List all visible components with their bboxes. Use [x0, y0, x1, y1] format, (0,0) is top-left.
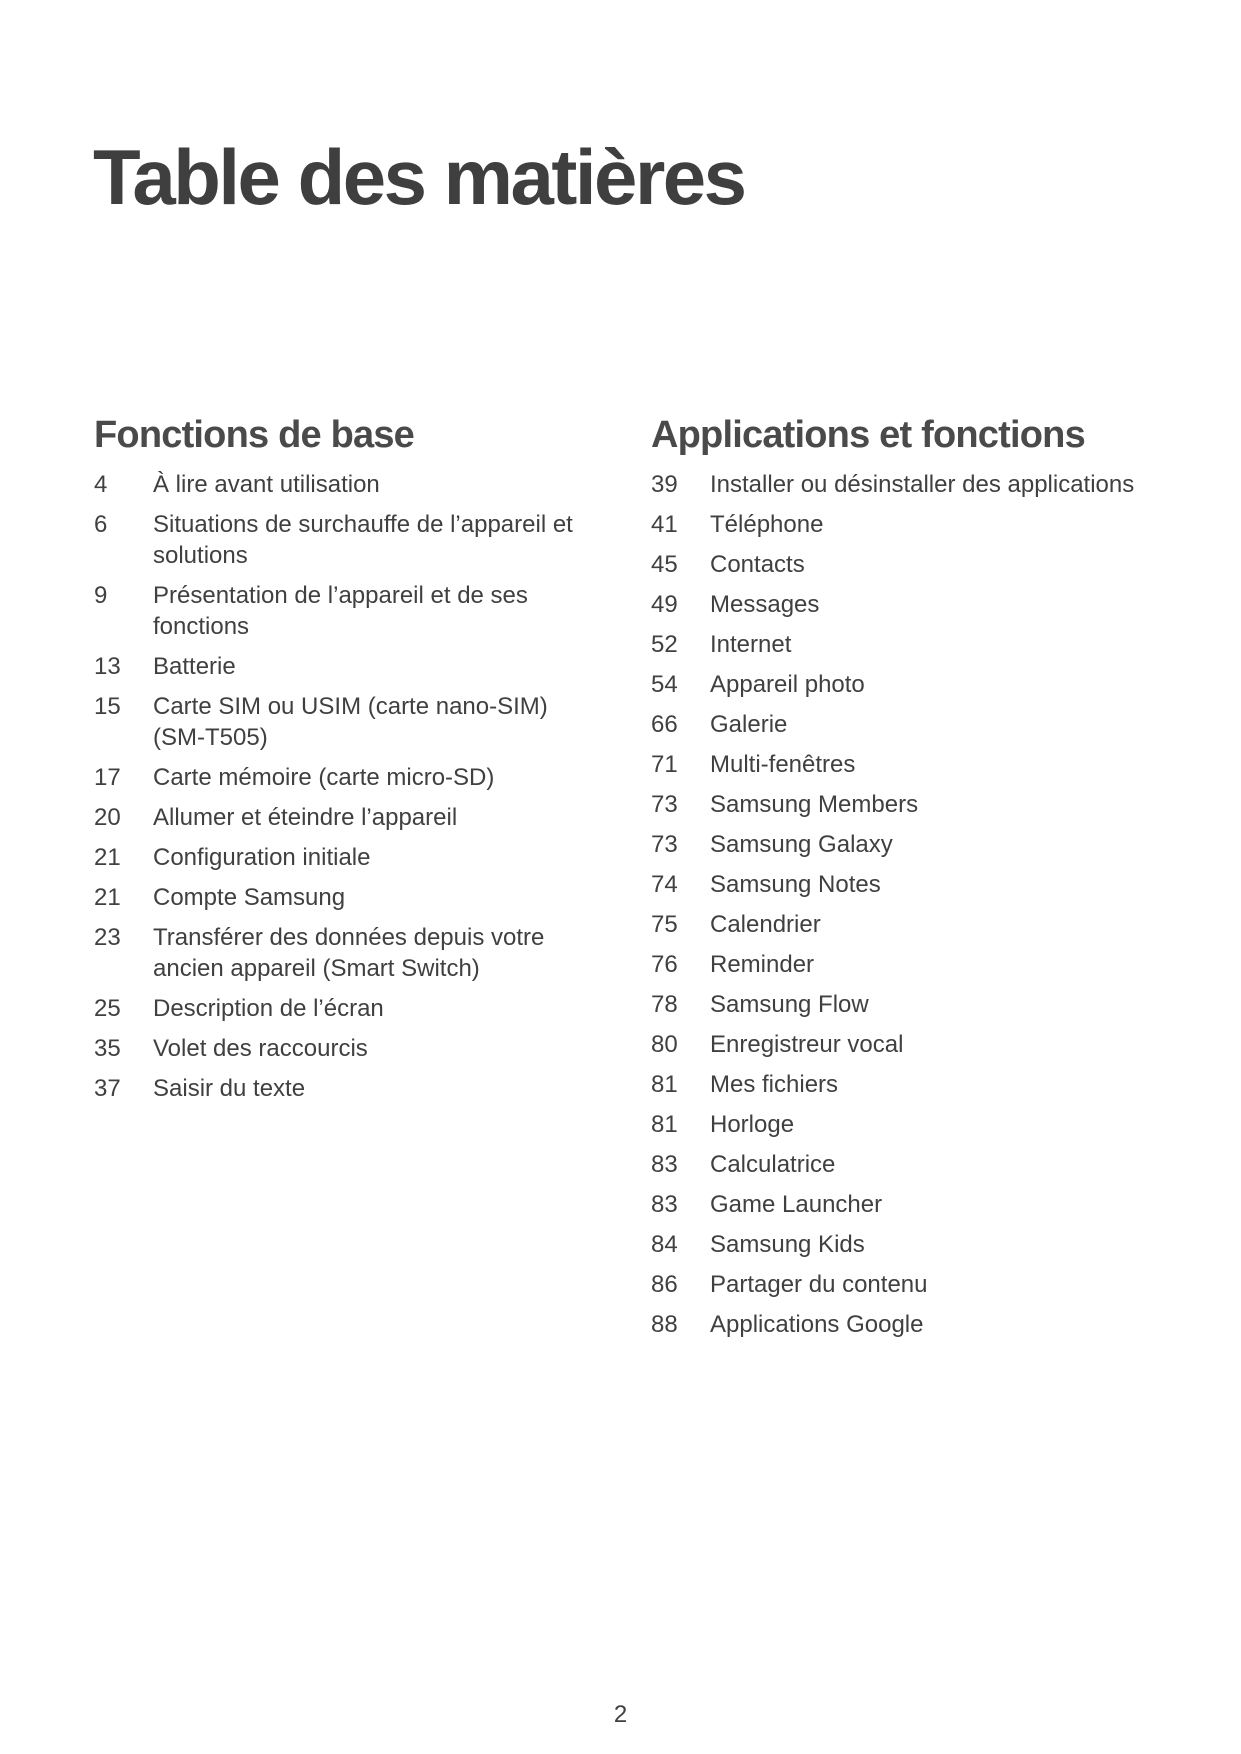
toc-entry-label: Appareil photo — [710, 671, 865, 698]
toc-entry[interactable] — [94, 993, 594, 1024]
toc-entry-page: 81 — [651, 1071, 678, 1098]
toc-entry[interactable] — [651, 469, 1171, 500]
toc-entry-page: 45 — [651, 551, 678, 578]
toc-entry[interactable] — [651, 669, 1171, 700]
toc-entry-page: 49 — [651, 591, 678, 618]
toc-entry-page: 83 — [651, 1191, 678, 1218]
toc-entry-page: 35 — [94, 1035, 121, 1062]
toc-entry[interactable] — [651, 829, 1171, 860]
toc-entry-page: 74 — [651, 871, 678, 898]
toc-list — [94, 469, 594, 1104]
toc-entry-page: 17 — [94, 764, 121, 791]
toc-entry[interactable] — [651, 909, 1171, 940]
toc-entry-label: Samsung Kids — [710, 1231, 865, 1258]
toc-entry-label: Installer ou désinstaller des applications — [710, 471, 1135, 498]
toc-entry-label: Samsung Galaxy — [710, 831, 893, 858]
toc-entry[interactable] — [94, 469, 594, 500]
toc-entry-label: Saisir du texte — [153, 1075, 306, 1102]
toc-list — [651, 469, 1171, 1340]
toc-entry-page: 88 — [651, 1311, 678, 1338]
toc-entry-page: 41 — [651, 511, 678, 538]
toc-entry[interactable] — [94, 802, 594, 833]
toc-entry-label: Carte mémoire (carte micro-SD) — [153, 764, 495, 791]
toc-entry-label: Multi-fenêtres — [710, 751, 856, 778]
toc-entry-label: Game Launcher — [710, 1191, 883, 1218]
toc-entry-page: 52 — [651, 631, 678, 658]
toc-entry-page: 80 — [651, 1031, 678, 1058]
toc-entry-label: Messages — [710, 591, 820, 618]
toc-entry[interactable] — [651, 749, 1171, 780]
toc-entry-page: 25 — [94, 995, 121, 1022]
toc-entry-page: 4 — [94, 471, 108, 498]
toc-entry[interactable] — [94, 762, 594, 793]
toc-entry-page: 20 — [94, 804, 121, 831]
page-number: 2 — [613, 1701, 628, 1728]
toc-entry[interactable] — [651, 1229, 1171, 1260]
toc-entry-label: Carte SIM ou USIM (carte nano-SIM) (SM-T505) — [153, 693, 548, 751]
toc-entry-label: Contacts — [710, 551, 805, 578]
toc-entry-page: 83 — [651, 1151, 678, 1178]
toc-entry-label: Reminder — [710, 951, 815, 978]
toc-entry-label: À lire avant utilisation — [153, 471, 380, 498]
toc-entry-label: Partager du contenu — [710, 1271, 928, 1298]
toc-entry[interactable] — [651, 709, 1171, 740]
toc-entry[interactable] — [94, 1033, 594, 1064]
toc-entry-label: Samsung Members — [710, 791, 919, 818]
toc-entry-label: Calendrier — [710, 911, 821, 938]
toc-entry[interactable] — [651, 1109, 1171, 1140]
toc-entry-page: 81 — [651, 1111, 678, 1138]
toc-entry-page: 9 — [94, 582, 108, 609]
toc-section-fonctions-de-base — [94, 413, 594, 1113]
toc-entry[interactable] — [651, 1189, 1171, 1220]
section-heading: Fonctions de base — [94, 414, 415, 456]
toc-entry-label: Enregistreur vocal — [710, 1031, 904, 1058]
toc-entry-label: Applications Google — [710, 1311, 924, 1338]
toc-entry-page: 73 — [651, 831, 678, 858]
toc-entry-page: 6 — [94, 511, 108, 538]
toc-entry[interactable] — [651, 549, 1171, 580]
toc-entry[interactable] — [651, 1269, 1171, 1300]
toc-entry-label: Présentation de l’appareil et de ses fonctions — [153, 582, 528, 640]
toc-entry[interactable] — [651, 1149, 1171, 1180]
toc-entry[interactable] — [94, 842, 594, 873]
toc-entry-label: Situations de surchauffe de l’appareil et solutions — [153, 511, 573, 569]
toc-entry-page: 78 — [651, 991, 678, 1018]
toc-entry-label: Volet des raccourcis — [153, 1035, 368, 1062]
toc-entry-page: 75 — [651, 911, 678, 938]
toc-entry-page: 37 — [94, 1075, 121, 1102]
toc-entry-page: 21 — [94, 844, 121, 871]
toc-entry[interactable] — [651, 989, 1171, 1020]
toc-entry-page: 23 — [94, 924, 121, 951]
toc-entry-page: 73 — [651, 791, 678, 818]
toc-entry-page: 21 — [94, 884, 121, 911]
toc-section-applications-et-fonctions — [651, 413, 1171, 1349]
toc-entry-page: 76 — [651, 951, 678, 978]
page-title: Table des matières — [93, 133, 745, 221]
toc-entry-label: Transférer des données depuis votre ancien appareil (Smart Switch) — [153, 924, 545, 982]
toc-entry-page: 39 — [651, 471, 678, 498]
toc-entry-label: Horloge — [710, 1111, 795, 1138]
toc-entry[interactable] — [94, 882, 594, 913]
toc-entry[interactable] — [94, 580, 594, 642]
toc-entry-label: Mes fichiers — [710, 1071, 839, 1098]
toc-entry-label: Description de l’écran — [153, 995, 384, 1022]
toc-entry-page: 15 — [94, 693, 121, 720]
toc-entry[interactable] — [651, 589, 1171, 620]
toc-entry-label: Batterie — [153, 653, 236, 680]
toc-entry-label: Galerie — [710, 711, 788, 738]
toc-entry[interactable] — [651, 789, 1171, 820]
section-heading: Applications et fonctions — [651, 414, 1085, 456]
toc-entry-page: 71 — [651, 751, 678, 778]
toc-entry-label: Calculatrice — [710, 1151, 836, 1178]
toc-entry-page: 13 — [94, 653, 121, 680]
toc-entry[interactable] — [651, 949, 1171, 980]
toc-entry[interactable] — [651, 869, 1171, 900]
toc-entry[interactable] — [651, 1029, 1171, 1060]
toc-entry[interactable] — [94, 651, 594, 682]
toc-entry[interactable] — [94, 1073, 594, 1104]
toc-entry[interactable] — [94, 922, 594, 984]
toc-entry[interactable] — [651, 1309, 1171, 1340]
toc-entry-page: 54 — [651, 671, 678, 698]
toc-entry-page: 86 — [651, 1271, 678, 1298]
toc-entry[interactable] — [651, 1069, 1171, 1100]
toc-entry[interactable] — [94, 691, 594, 753]
toc-entry-label: Internet — [710, 631, 792, 658]
toc-entry-page: 66 — [651, 711, 678, 738]
toc-entry-label: Configuration initiale — [153, 844, 371, 871]
toc-entry-label: Compte Samsung — [153, 884, 346, 911]
toc-entry[interactable] — [651, 629, 1171, 660]
toc-entry[interactable] — [94, 509, 594, 571]
toc-entry-page: 84 — [651, 1231, 678, 1258]
toc-entry-label: Samsung Flow — [710, 991, 869, 1018]
toc-entry-label: Samsung Notes — [710, 871, 881, 898]
toc-entry-label: Téléphone — [710, 511, 824, 538]
toc-entry-label: Allumer et éteindre l’appareil — [153, 804, 458, 831]
toc-entry[interactable] — [651, 509, 1171, 540]
